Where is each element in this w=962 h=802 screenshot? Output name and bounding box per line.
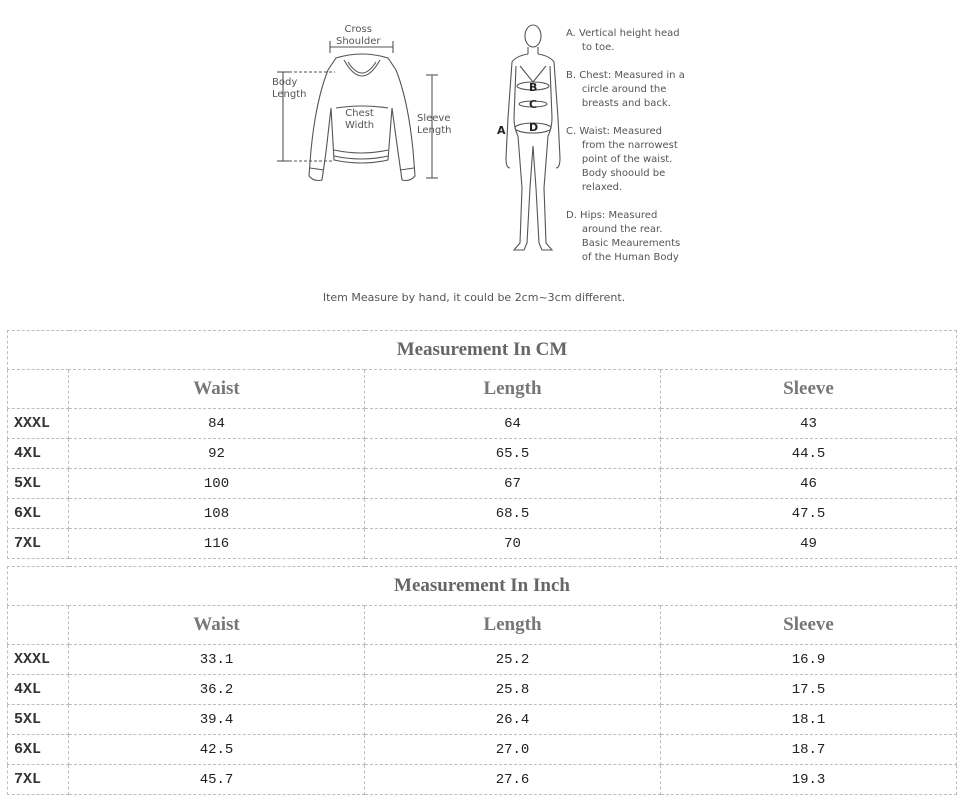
sleeve-cell: 19.3 xyxy=(661,765,957,795)
header-sleeve: Sleeve xyxy=(661,370,957,409)
sleeve-cell: 46 xyxy=(661,469,957,499)
table-row xyxy=(8,675,957,705)
sleeve-cell: 18.1 xyxy=(661,705,957,735)
header-waist: Waist xyxy=(69,606,365,645)
sweater-illustration xyxy=(0,0,480,200)
table-title: Measurement In CM xyxy=(8,331,957,370)
table-row xyxy=(8,499,957,529)
sleeve-cell: 49 xyxy=(661,529,957,559)
size-cell: 7XL xyxy=(8,765,69,795)
size-guide-diagram xyxy=(0,0,962,325)
measure-caption: Item Measure by hand, it could be 2cm~3cm different. xyxy=(322,291,626,304)
size-cell: 4XL xyxy=(8,675,69,705)
body-length-label: Body Length xyxy=(272,77,307,100)
length-cell: 65.5 xyxy=(365,439,661,469)
table-title: Measurement In Inch xyxy=(8,567,957,606)
waist-cell: 116 xyxy=(69,529,365,559)
size-cell: 6XL xyxy=(8,735,69,765)
size-cell: XXXL xyxy=(8,409,69,439)
waist-cell: 108 xyxy=(69,499,365,529)
header-length: Length xyxy=(365,370,661,409)
length-cell: 68.5 xyxy=(365,499,661,529)
sleeve-cell: 18.7 xyxy=(661,735,957,765)
waist-cell: 39.4 xyxy=(69,705,365,735)
size-cell: 4XL xyxy=(8,439,69,469)
length-cell: 70 xyxy=(365,529,661,559)
table-row xyxy=(8,439,957,469)
size-cell: 7XL xyxy=(8,529,69,559)
body-letter-c: C xyxy=(529,98,538,111)
length-cell: 67 xyxy=(365,469,661,499)
sleeve-cell: 43 xyxy=(661,409,957,439)
table-row xyxy=(8,735,957,765)
table-row xyxy=(8,469,957,499)
sleeve-cell: 17.5 xyxy=(661,675,957,705)
length-cell: 26.4 xyxy=(365,705,661,735)
body-letter-b: B xyxy=(529,81,538,94)
sleeve-length-label: Sleeve Length xyxy=(417,113,452,136)
table-row xyxy=(8,529,957,559)
note-a: A. Vertical height head to toe. xyxy=(566,28,680,53)
header-blank-cell xyxy=(8,370,69,409)
cm-size-table xyxy=(7,330,957,559)
waist-cell: 100 xyxy=(69,469,365,499)
header-waist: Waist xyxy=(69,370,365,409)
table-row xyxy=(8,765,957,795)
note-b: B. Chest: Measured in a circle around the breasts and back. xyxy=(566,70,685,109)
size-cell: 6XL xyxy=(8,499,69,529)
table-title-row xyxy=(8,331,957,370)
cross-shoulder-label: Cross Shoulder xyxy=(336,24,381,47)
table-row xyxy=(8,645,957,675)
length-cell: 25.8 xyxy=(365,675,661,705)
waist-cell: 33.1 xyxy=(69,645,365,675)
size-cell: XXXL xyxy=(8,645,69,675)
sleeve-cell: 16.9 xyxy=(661,645,957,675)
table-title-row xyxy=(8,567,957,606)
waist-cell: 42.5 xyxy=(69,735,365,765)
table-header-row xyxy=(8,370,957,409)
body-letter-d: D xyxy=(529,121,539,134)
waist-cell: 45.7 xyxy=(69,765,365,795)
table-header-row xyxy=(8,606,957,645)
waist-cell: 36.2 xyxy=(69,675,365,705)
sleeve-cell: 47.5 xyxy=(661,499,957,529)
length-cell: 25.2 xyxy=(365,645,661,675)
length-cell: 27.6 xyxy=(365,765,661,795)
note-c: C. Waist: Measured from the narrowest point of the waist. Body shoould be relaxed. xyxy=(566,126,678,193)
note-d: D. Hips: Measured around the rear. Basic Meaurements of the Human Body xyxy=(566,210,681,263)
header-blank-cell xyxy=(8,606,69,645)
body-letter-a: A xyxy=(497,124,506,137)
length-cell: 64 xyxy=(365,409,661,439)
sleeve-cell: 44.5 xyxy=(661,439,957,469)
inch-size-table xyxy=(7,566,957,795)
length-cell: 27.0 xyxy=(365,735,661,765)
waist-cell: 92 xyxy=(69,439,365,469)
size-cell: 5XL xyxy=(8,469,69,499)
header-length: Length xyxy=(365,606,661,645)
chest-width-label: Chest Width xyxy=(345,108,375,131)
size-cell: 5XL xyxy=(8,705,69,735)
waist-cell: 84 xyxy=(69,409,365,439)
table-row xyxy=(8,409,957,439)
header-sleeve: Sleeve xyxy=(661,606,957,645)
table-row xyxy=(8,705,957,735)
